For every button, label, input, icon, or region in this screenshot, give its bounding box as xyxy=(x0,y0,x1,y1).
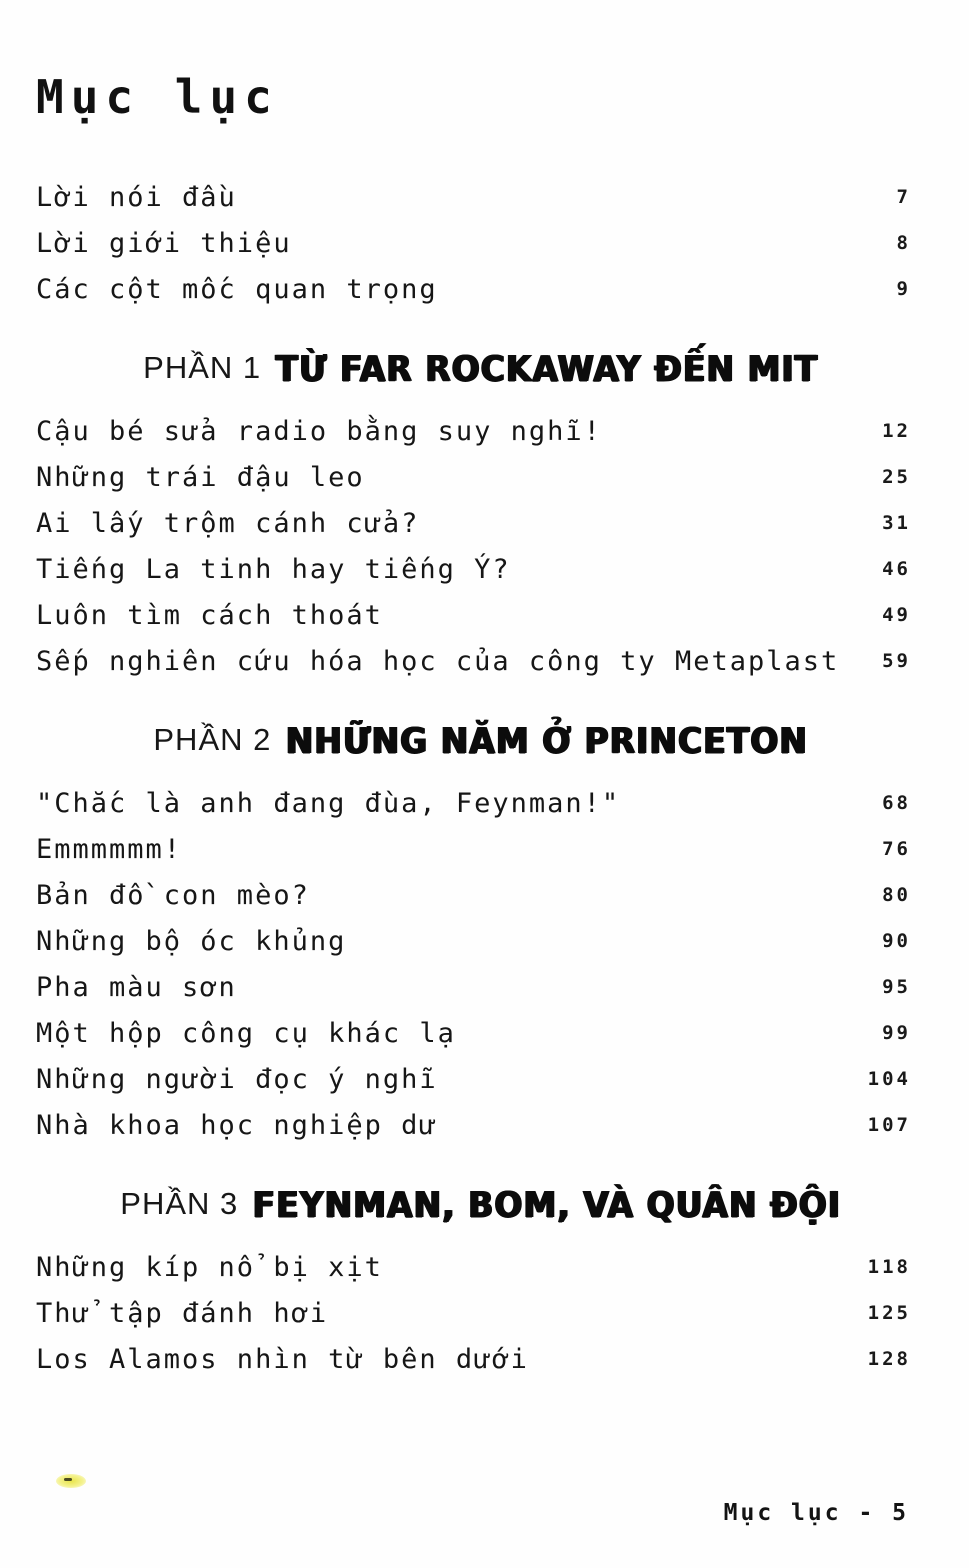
toc-entry xyxy=(36,266,911,312)
toc-entry-page: 90 xyxy=(882,930,911,952)
section-header-part-1 xyxy=(36,342,911,394)
front-matter-list xyxy=(36,174,911,312)
toc-entry-label: Pha màu sơn xyxy=(36,971,237,1003)
toc-entry-page: 128 xyxy=(867,1348,911,1370)
toc-entry xyxy=(36,780,911,826)
toc-entry xyxy=(36,1010,911,1056)
toc-entry-page: 118 xyxy=(867,1256,911,1278)
toc-entry-page: 31 xyxy=(882,512,911,534)
toc-entry xyxy=(36,872,911,918)
toc-entry-page: 76 xyxy=(882,838,911,860)
toc-entry-page: 12 xyxy=(882,420,911,442)
part-title: NHỮNG NĂM Ở PRINCETON xyxy=(285,718,808,762)
section-1-list xyxy=(36,408,911,684)
toc-entry-page: 104 xyxy=(867,1068,911,1090)
section-header-part-2 xyxy=(36,714,911,766)
toc-entry xyxy=(36,546,911,592)
toc-entry-label: Các cột mốc quan trọng xyxy=(36,273,438,305)
toc-entry-label: Những bộ óc khủng xyxy=(36,925,347,957)
toc-entry-label: Lời nói đầu xyxy=(36,181,237,213)
toc-entry-label: Ai lấy trộm cánh cửa? xyxy=(36,507,420,539)
toc-entry xyxy=(36,638,911,684)
section-2-list xyxy=(36,780,911,1148)
toc-entry-page: 9 xyxy=(896,278,911,300)
part-number-label: PHẦN 1 xyxy=(143,350,262,385)
toc-entry xyxy=(36,454,911,500)
toc-entry xyxy=(36,1336,911,1382)
toc-entry-page: 7 xyxy=(896,186,911,208)
part-number-label: PHẦN 2 xyxy=(153,722,272,757)
toc-entry-page: 95 xyxy=(882,976,911,998)
section-header-part-3 xyxy=(36,1178,911,1230)
toc-entry-page: 107 xyxy=(867,1114,911,1136)
toc-entry xyxy=(36,1244,911,1290)
toc-entry-page: 80 xyxy=(882,884,911,906)
toc-entry xyxy=(36,500,911,546)
toc-entry-label: Emmmmmm! xyxy=(36,833,183,865)
toc-entry xyxy=(36,1102,911,1148)
toc-entry xyxy=(36,592,911,638)
toc-entry-label: Lời giới thiệu xyxy=(36,227,292,259)
scan-smudge-artifact xyxy=(56,1474,86,1488)
section-3-list xyxy=(36,1244,911,1382)
toc-entry-label: Bản đồ con mèo? xyxy=(36,879,310,911)
toc-entry-label: Những người đọc ý nghĩ xyxy=(36,1063,438,1095)
toc-entry xyxy=(36,174,911,220)
toc-entry-page: 25 xyxy=(882,466,911,488)
toc-entry xyxy=(36,964,911,1010)
toc-entry-page: 59 xyxy=(882,650,911,672)
toc-entry xyxy=(36,918,911,964)
toc-entry-label: Cậu bé sửa radio bằng suy nghĩ! xyxy=(36,415,602,447)
toc-entry xyxy=(36,826,911,872)
toc-entry xyxy=(36,1056,911,1102)
running-footer: Mục lục - 5 xyxy=(723,1500,909,1526)
toc-entry-label: Một hộp công cụ khác lạ xyxy=(36,1017,456,1049)
toc-entry-label: "Chắc là anh đang đùa, Feynman!" xyxy=(36,787,621,819)
toc-entry-page: 49 xyxy=(882,604,911,626)
toc-entry-page: 46 xyxy=(882,558,911,580)
toc-entry-label: Nhà khoa học nghiệp dư xyxy=(36,1109,438,1141)
toc-entry xyxy=(36,1290,911,1336)
toc-entry-label: Những trái đậu leo xyxy=(36,461,365,493)
toc-entry-label: Thử tập đánh hơi xyxy=(36,1297,329,1329)
toc-entry-label: Sếp nghiên cứu hóa học của công ty Metaplast xyxy=(36,645,840,677)
toc-entry-label: Luôn tìm cách thoát xyxy=(36,599,383,631)
part-number-label: PHẦN 3 xyxy=(120,1186,239,1221)
toc-entry-page: 8 xyxy=(896,232,911,254)
toc-entry-label: Tiếng La tinh hay tiếng Ý? xyxy=(36,553,511,585)
toc-entry-label: Những kíp nổ bị xịt xyxy=(36,1251,383,1283)
toc-entry-page: 99 xyxy=(882,1022,911,1044)
toc-entry-page: 125 xyxy=(867,1302,911,1324)
toc-entry xyxy=(36,408,911,454)
page-title: Mục lục xyxy=(36,70,279,124)
part-title: FEYNMAN, BOM, VÀ QUÂN ĐỘI xyxy=(252,1182,841,1226)
toc-entry xyxy=(36,220,911,266)
part-title: TỪ FAR ROCKAWAY ĐẾN MIT xyxy=(275,346,818,390)
toc-entry-label: Los Alamos nhìn từ bên dưới xyxy=(36,1343,529,1375)
toc-entry-page: 68 xyxy=(882,792,911,814)
